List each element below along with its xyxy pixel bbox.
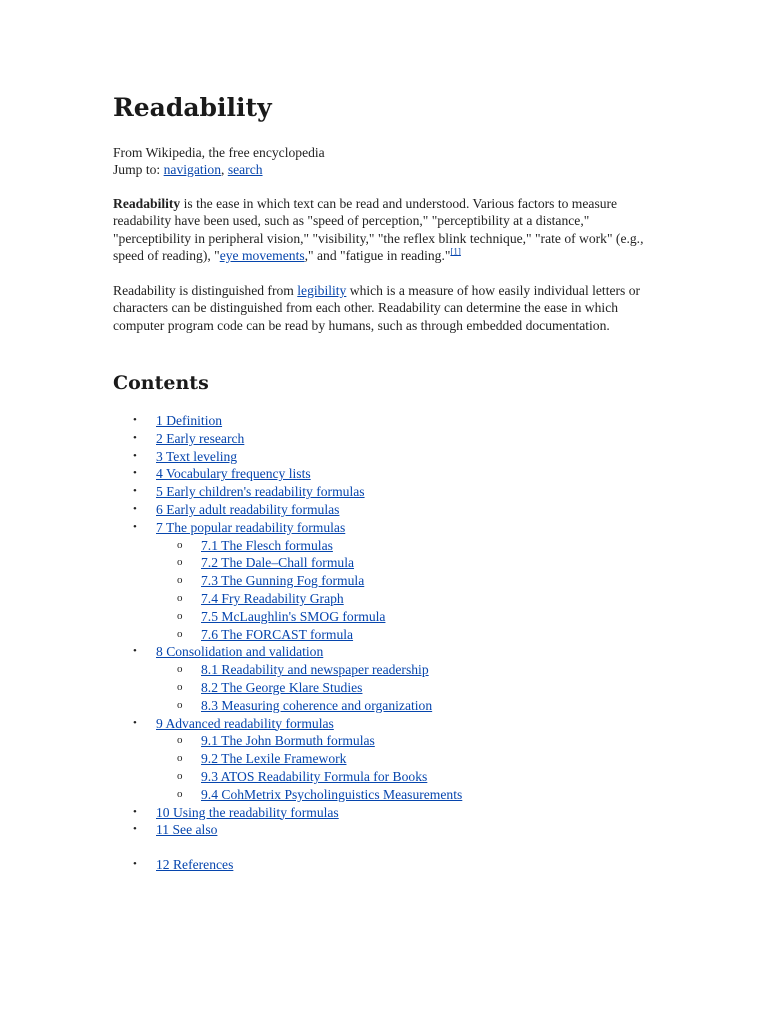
toc-link[interactable]: 7.5 McLaughlin's SMOG formula (201, 608, 386, 624)
legibility-link[interactable]: legibility (297, 283, 347, 298)
disc-bullet-icon: • (133, 520, 137, 533)
toc-link[interactable]: 9.3 ATOS Readability Formula for Books (201, 768, 428, 784)
table-of-contents (133, 412, 693, 874)
circle-bullet-icon: o (177, 734, 183, 747)
circle-bullet-icon: o (177, 698, 183, 711)
toc-item (133, 661, 693, 679)
toc-link[interactable]: 7 The popular readability formulas (156, 519, 346, 535)
eye-movements-link[interactable]: eye movements (219, 247, 305, 263)
toc-link[interactable]: 8.2 The George Klare Studies (201, 679, 363, 695)
disc-bullet-icon: • (133, 449, 137, 462)
toc-link[interactable]: 9 Advanced readability formulas (156, 715, 334, 731)
toc-link[interactable]: 12 References (156, 857, 234, 873)
toc-link[interactable]: 7.4 Fry Readability Graph (201, 590, 344, 606)
circle-bullet-icon: o (177, 663, 183, 676)
toc-link[interactable]: 9.2 The Lexile Framework (201, 751, 347, 767)
toc-item (133, 786, 693, 804)
contents-heading: Contents (113, 372, 209, 394)
circle-bullet-icon: o (177, 574, 183, 587)
toc-item (133, 732, 693, 750)
legibility-paragraph (113, 282, 653, 334)
toc-item (133, 465, 693, 483)
toc-link[interactable]: 7.2 The Dale–Chall formula (201, 555, 355, 571)
circle-bullet-icon: o (177, 627, 183, 640)
toc-item (133, 430, 693, 448)
toc-link[interactable]: 7.3 The Gunning Fog formula (201, 573, 365, 589)
toc-item (133, 519, 693, 537)
disc-bullet-icon: • (133, 645, 137, 658)
toc-item (133, 750, 693, 768)
circle-bullet-icon: o (177, 556, 183, 569)
toc-item (133, 821, 693, 839)
jump-separator: , (221, 162, 228, 177)
toc-link[interactable]: 4 Vocabulary frequency lists (156, 466, 311, 482)
circle-bullet-icon: o (177, 769, 183, 782)
toc-link[interactable]: 8.3 Measuring coherence and organization (201, 697, 433, 713)
intro-bold-term: Readability (113, 196, 181, 211)
intro-text-2: ," and "fatigue in reading." (304, 247, 451, 263)
disc-bullet-icon: • (133, 823, 137, 836)
toc-link[interactable]: 8.1 Readability and newspaper readership (201, 662, 429, 678)
jump-to-label: Jump to: (113, 162, 161, 177)
toc-link[interactable]: 7.6 The FORCAST formula (201, 626, 354, 642)
disc-bullet-icon: • (133, 431, 137, 444)
jump-search-link[interactable]: search (227, 162, 263, 177)
toc-item (133, 572, 693, 590)
toc-item (133, 412, 693, 430)
toc-link[interactable]: 2 Early research (156, 430, 245, 446)
legibility-text-2: which is a measure of how easily individual letters or characters can be distinguished from each other. Readability can determine the ease in which computer program code can be read by humans, such as through embedded documentation. (113, 283, 641, 333)
circle-bullet-icon: o (177, 680, 183, 693)
intro-text-1: is the ease in which text can be read and understood. Various factors to measure readability have been used, such as "speed of perception," "perceptibility at a distance," "perceptibility in peripheral vision," "visibility," "the reflex blink technique," "rate of work" (e.g., speed of reading), " (113, 196, 644, 263)
toc-link[interactable]: 3 Text leveling (156, 448, 238, 464)
toc-item (133, 856, 693, 874)
circle-bullet-icon: o (177, 752, 183, 765)
page-title: Readability (113, 93, 272, 122)
toc-item (133, 448, 693, 466)
article-meta (113, 144, 325, 178)
toc-item (133, 626, 693, 644)
toc-item (133, 608, 693, 626)
reference-1-link[interactable]: [1] (450, 246, 461, 257)
circle-bullet-icon: o (177, 591, 183, 604)
circle-bullet-icon: o (177, 787, 183, 800)
toc-item (133, 537, 693, 555)
toc-item (133, 697, 693, 715)
disc-bullet-icon: • (133, 467, 137, 480)
toc-item (133, 501, 693, 519)
toc-link[interactable]: 7.1 The Flesch formulas (201, 537, 333, 553)
toc-item (133, 483, 693, 501)
toc-link[interactable]: 9.4 CohMetrix Psycholinguistics Measurements (201, 786, 463, 802)
toc-link[interactable]: 1 Definition (156, 413, 223, 428)
toc-link[interactable]: 5 Early children's readability formulas (156, 484, 365, 500)
disc-bullet-icon: • (133, 805, 137, 818)
toc-item (133, 804, 693, 822)
disc-bullet-icon: • (133, 502, 137, 515)
toc-link[interactable]: 9.1 The John Bormuth formulas (201, 733, 375, 749)
disc-bullet-icon: • (133, 858, 137, 871)
toc-item (133, 590, 693, 608)
jump-to-line (113, 161, 325, 178)
toc-item (133, 679, 693, 697)
disc-bullet-icon: • (133, 414, 137, 426)
jump-navigation-link[interactable]: navigation (163, 162, 222, 177)
circle-bullet-icon: o (177, 538, 183, 551)
site-tagline: From Wikipedia, the free encyclopedia (113, 145, 325, 160)
intro-paragraph (113, 195, 653, 264)
toc-link[interactable]: 10 Using the readability formulas (156, 804, 339, 820)
toc-item (133, 643, 693, 661)
legibility-text-1: Readability is distinguished from (113, 283, 298, 298)
disc-bullet-icon: • (133, 485, 137, 498)
disc-bullet-icon: • (133, 716, 137, 729)
toc-link[interactable]: 11 See also (156, 822, 218, 838)
toc-item (133, 768, 693, 786)
toc-item (133, 554, 693, 572)
toc-link[interactable]: 6 Early adult readability formulas (156, 501, 340, 517)
circle-bullet-icon: o (177, 609, 183, 622)
toc-link[interactable]: 8 Consolidation and validation (156, 644, 324, 660)
toc-item (133, 715, 693, 733)
